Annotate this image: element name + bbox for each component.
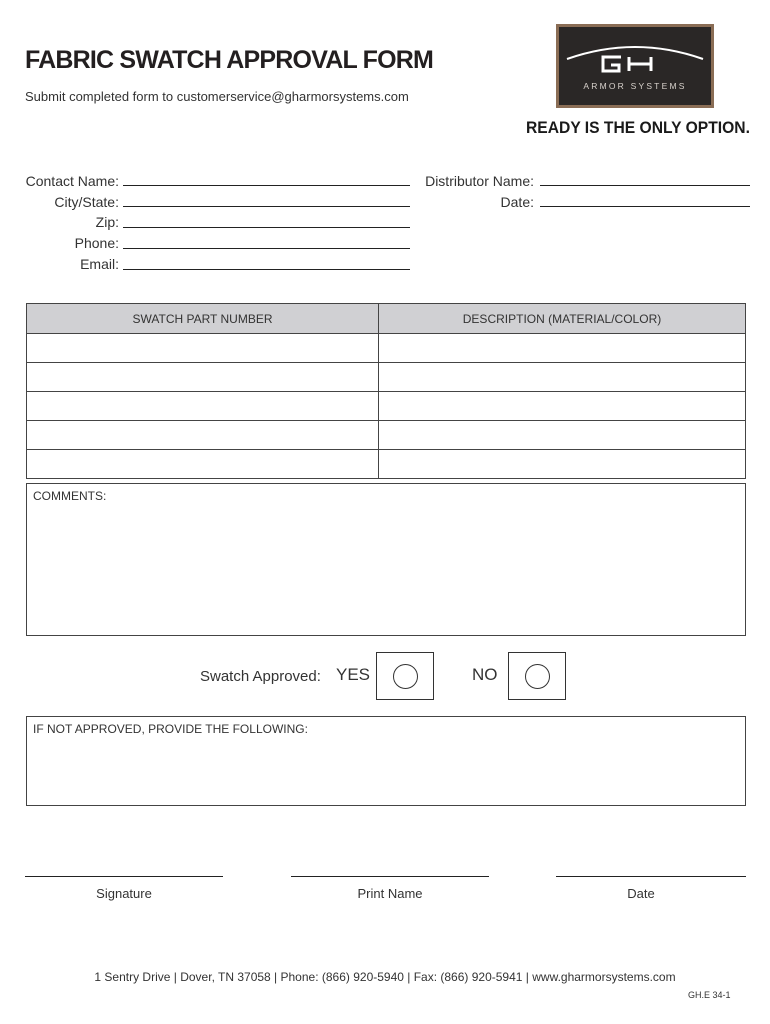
signature-date-line[interactable]: [556, 876, 746, 877]
part-number-cell[interactable]: [27, 421, 379, 450]
form-title: FABRIC SWATCH APPROVAL FORM: [25, 46, 434, 74]
description-cell[interactable]: [379, 450, 746, 479]
table-row: [27, 334, 746, 363]
print-name-label: Print Name: [357, 886, 423, 901]
form-subtitle: Submit completed form to customerservice@gharmorsystems.com: [25, 89, 409, 104]
date-label: Date:: [500, 194, 534, 210]
part-number-cell[interactable]: [27, 363, 379, 392]
comments-label: COMMENTS:: [33, 489, 107, 503]
part-number-cell[interactable]: [27, 392, 379, 421]
not-approved-box[interactable]: [26, 716, 746, 806]
swatch-approved-label: Swatch Approved:: [200, 668, 321, 685]
no-radio-icon: [525, 664, 550, 689]
column-header-description: DESCRIPTION (MATERIAL/COLOR): [379, 304, 746, 334]
signature-line[interactable]: [25, 876, 223, 877]
zip-label: Zip:: [95, 214, 119, 230]
table-row: [27, 363, 746, 392]
company-logo: [556, 24, 714, 108]
form-code: GH.E 34-1: [688, 990, 731, 1000]
not-approved-label: IF NOT APPROVED, PROVIDE THE FOLLOWING:: [33, 722, 308, 736]
description-cell[interactable]: [379, 421, 746, 450]
signature-label: Signature: [96, 886, 152, 901]
signature-date-label: Date: [627, 886, 655, 901]
table-row: [27, 450, 746, 479]
logo-subtext: ARMOR SYSTEMS: [583, 81, 687, 91]
table-row: [27, 392, 746, 421]
distributor-name-label: Distributor Name:: [425, 173, 534, 189]
contact-name-field[interactable]: [123, 185, 410, 186]
comments-box[interactable]: [26, 483, 746, 636]
table-row: [27, 421, 746, 450]
part-number-cell[interactable]: [27, 450, 379, 479]
description-cell[interactable]: [379, 363, 746, 392]
email-label: Email:: [80, 256, 119, 272]
description-cell[interactable]: [379, 392, 746, 421]
part-number-cell[interactable]: [27, 334, 379, 363]
city-state-field[interactable]: [123, 206, 410, 207]
email-field[interactable]: [123, 269, 410, 270]
phone-label: Phone:: [74, 235, 119, 251]
print-name-line[interactable]: [291, 876, 489, 877]
contact-name-label: Contact Name:: [25, 173, 119, 189]
yes-checkbox[interactable]: [376, 652, 434, 700]
yes-radio-icon: [393, 664, 418, 689]
tagline: READY IS THE ONLY OPTION.: [526, 118, 750, 137]
city-state-label: City/State:: [54, 194, 119, 210]
description-cell[interactable]: [379, 334, 746, 363]
zip-field[interactable]: [123, 227, 410, 228]
no-label: NO: [472, 665, 498, 684]
column-header-part-number: SWATCH PART NUMBER: [27, 304, 379, 334]
date-field[interactable]: [540, 206, 750, 207]
distributor-name-field[interactable]: [540, 185, 750, 186]
no-checkbox[interactable]: [508, 652, 566, 700]
yes-label: YES: [336, 665, 371, 684]
swatch-table: [26, 303, 746, 479]
phone-field[interactable]: [123, 248, 410, 249]
footer-address: 1 Sentry Drive | Dover, TN 37058 | Phone: (866) 920-5940 | Fax: (866) 920-5941 | www.gharmorsystems.com: [94, 970, 676, 984]
